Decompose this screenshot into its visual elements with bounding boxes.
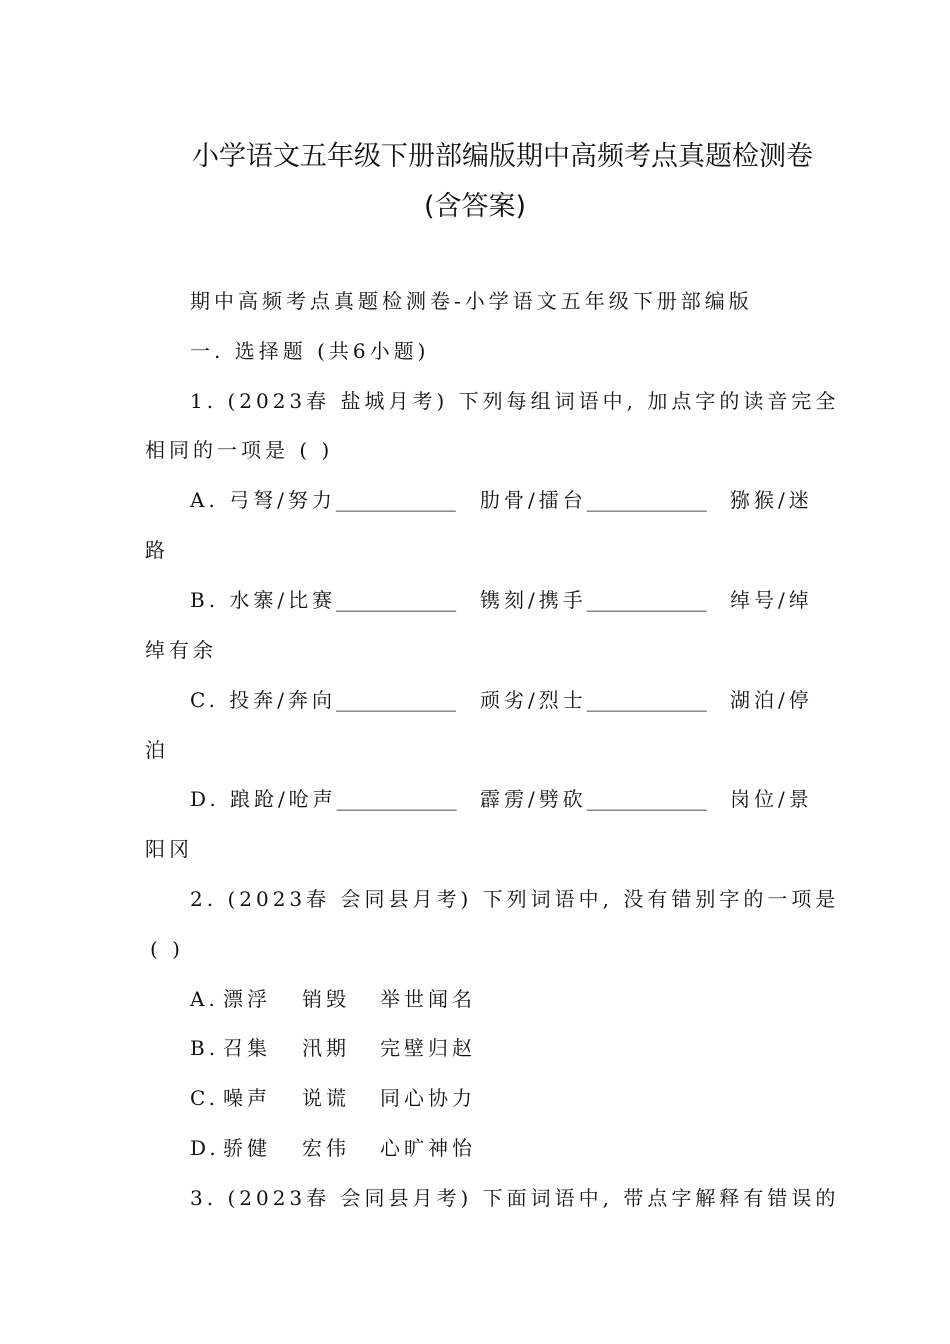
option-word: 同心协力 <box>380 1086 476 1110</box>
question-3-stem: 3. (2023春 会同县月考) 下面词语中, 带点字解释有错误的 <box>190 1186 840 1210</box>
option-text: 肋骨/擂台____________ <box>480 488 707 512</box>
option-text: A. 弓弩/努力____________ <box>190 488 456 512</box>
option-word: 汛期 <box>302 1036 350 1060</box>
question-1-stem-cont: 相同的一项是 ( ) <box>145 438 334 462</box>
option-text: 镌刻/携手____________ <box>480 588 707 612</box>
option-word: 噪声 <box>223 1086 271 1110</box>
document-title: 小学语文五年级下册部编版期中高频考点真题检测卷 <box>192 141 813 172</box>
option-word: 完壁归赵 <box>380 1036 476 1060</box>
option-label: C. <box>190 1086 219 1110</box>
option-word: 漂浮 <box>223 987 271 1011</box>
option-text: 绰号/绰 <box>730 588 813 612</box>
document-title-subline: (含答案) <box>423 191 527 222</box>
option-word: 销毁 <box>302 987 350 1011</box>
question-1-option-d <box>190 784 813 814</box>
option-word: 宏伟 <box>302 1136 350 1160</box>
option-word: 心旷神怡 <box>380 1136 476 1160</box>
question-2-option-c <box>190 1083 590 1113</box>
option-continuation: 阳冈 <box>145 837 193 861</box>
option-text: C. 投奔/奔向____________ <box>190 688 457 712</box>
option-word: 骄健 <box>223 1136 271 1160</box>
option-word: 举世闻名 <box>380 987 476 1011</box>
section-heading: 一. 选择题 (共6小题) <box>190 339 430 363</box>
question-2-stem: 2. (2023春 会同县月考) 下列词语中, 没有错别字的一项是 <box>190 887 840 911</box>
option-text: 岗位/景 <box>730 787 813 811</box>
question-2-option-d <box>190 1133 590 1163</box>
question-1-option-c <box>190 685 813 715</box>
option-continuation: 泊 <box>145 738 169 762</box>
question-2-stem-cont: ( ) <box>150 937 184 961</box>
exam-subtitle: 期中高频考点真题检测卷-小学语文五年级下册部编版 <box>190 289 753 313</box>
option-label: D. <box>190 1136 220 1160</box>
question-1-option-a <box>190 485 813 515</box>
question-1-option-b <box>190 585 813 615</box>
option-text: 霹雳/劈砍____________ <box>480 787 707 811</box>
option-label: A. <box>190 987 219 1011</box>
option-text: 顽劣/烈士____________ <box>480 688 707 712</box>
question-2-option-a <box>190 984 590 1014</box>
option-text: B. 水寨/比赛____________ <box>190 588 457 612</box>
option-word: 召集 <box>223 1036 271 1060</box>
option-word: 说谎 <box>302 1086 350 1110</box>
option-text: D. 踉跄/呛声____________ <box>190 787 457 811</box>
option-text: 猕猴/迷 <box>730 488 813 512</box>
question-2-option-b <box>190 1033 590 1063</box>
option-continuation: 绰有余 <box>145 638 217 662</box>
question-1-stem: 1. (2023春 盐城月考) 下列每组词语中, 加点字的读音完全 <box>190 389 840 413</box>
option-label: B. <box>190 1036 220 1060</box>
option-text: 湖泊/停 <box>730 688 813 712</box>
option-continuation: 路 <box>145 538 169 562</box>
